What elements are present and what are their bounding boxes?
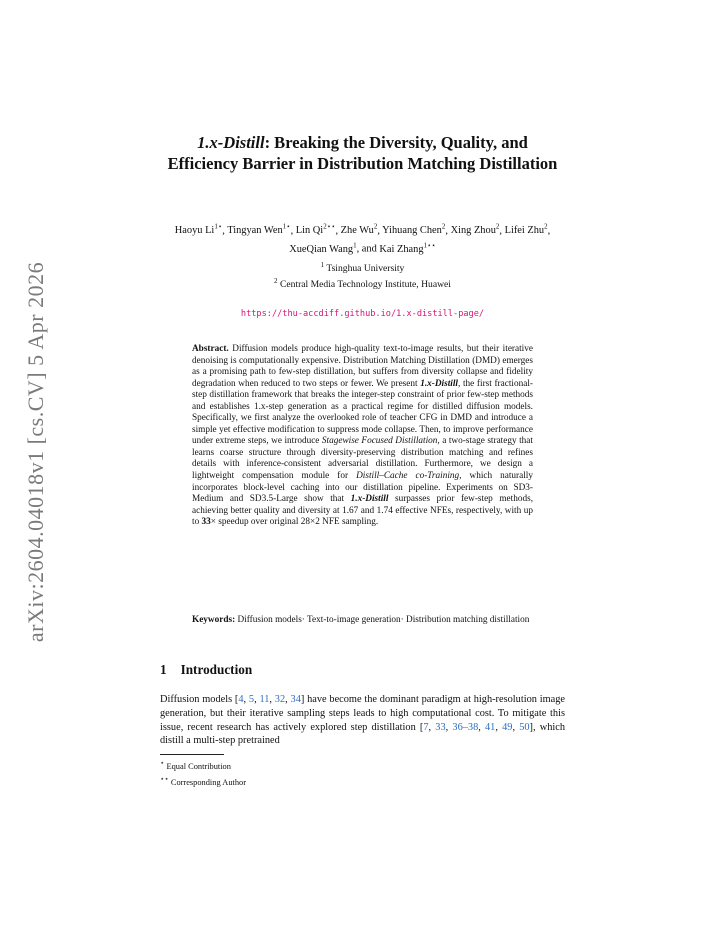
author-affiliation-mark: 2⋆⋆	[323, 223, 336, 231]
author-name: Yihuang Chen$^2$	[382, 223, 446, 237]
citation-link[interactable]: 5	[248, 694, 255, 705]
citation-link[interactable]: 49	[502, 721, 513, 733]
author-name: Xing Zhou$^2$	[450, 223, 500, 237]
citation-link[interactable]: 11	[259, 694, 270, 705]
method-name-inline: 1.x-Distill	[420, 378, 459, 389]
keywords-label: Keywords:	[192, 615, 236, 625]
affiliation-line	[160, 275, 565, 291]
author-affiliation-mark: 1⋆⋆	[423, 241, 436, 250]
method-name: 1.x-Distill	[197, 133, 265, 152]
abstract-text: , a two-stage strategy that learns coarse structure through diversity-preserving distribution matching and refines details with inference-consistent adversarial distillation. Furthermore, we design a lightweight compensation module for	[192, 436, 533, 482]
abstract-text: , the first fractional-step distillation framework that breaks the integer-step constraint of prior few-step methods and establishes 1.x-step generation as a practical regime for distilled diffusion models. Specifically, we first analyze the overlooked role of teacher CFG in DMD and introduce a simple yet effective modification to suppress mode collapse. Then, to improve performance under extreme steps, we introduce	[192, 378, 533, 447]
abstract-text: , which naturally incorporates block-level caching into our distillation pipeline. Experiments on SD3-Medium and SD3.5-Large show that	[192, 471, 534, 505]
keywords	[192, 615, 533, 627]
author-affiliation-mark: 1⋆	[214, 223, 223, 231]
citation-link[interactable]: 50	[519, 721, 530, 733]
footnote-rule	[160, 754, 224, 755]
citation-link[interactable]: 36–38	[452, 721, 479, 733]
author-affiliation-mark: 1	[353, 241, 357, 250]
abstract-text: Diffusion models produce high-quality text-to-image results, but their iterative denoising is computationally expensive. Distribution Matching Distillation (DMD) emerges as a promising path to few-step distillation, but suffers from diversity collapse and fidelity degradation when reduced to two steps or fewer. We present	[192, 344, 533, 389]
author-affiliation-mark: 2	[495, 223, 500, 231]
author-name: Tingyan Wen$^{1⋆}$	[227, 223, 291, 237]
intro-paragraph	[160, 693, 565, 748]
emphasis-distill-cache: Distill–Cache co-Training	[356, 471, 460, 482]
affiliation-name: Central Media Technology Institute, Huawei	[277, 279, 451, 291]
footnote-text: Corresponding Author	[168, 778, 246, 788]
abstract	[192, 344, 533, 529]
arxiv-identifier: arXiv:2604.04018v1 [cs.CV] 5 Apr 2026	[23, 261, 48, 643]
keywords-text: Diffusion models· Text-to-image generation· Distribution matching distillation	[235, 615, 530, 625]
author-name: Kai Zhang$^{1⋆⋆}$	[379, 241, 436, 255]
affiliation-line	[160, 259, 565, 275]
intro-text: Diffusion models [	[160, 694, 239, 705]
citation-link[interactable]: 33	[435, 721, 446, 733]
author-name: Lifei Zhu$^2$	[504, 223, 548, 237]
section-number: 1	[160, 662, 167, 677]
affiliation-mark: 2	[274, 277, 278, 286]
footnote	[160, 757, 246, 773]
author-name: Zhe Wu$^2$	[340, 223, 378, 237]
title-rest: : Breaking the Diversity, Quality, and Efficiency Barrier in Distribution Matching Distillation	[167, 133, 558, 173]
abstract-text: surpasses prior few-step methods, achieving better quality and diversity at 1.67 and 1.74 effective NFEs, respectively, with up to	[192, 494, 534, 528]
author-name: XueQian Wang$^1$	[289, 241, 357, 255]
emphasis-stagewise: Stagewise Focused Distillation	[321, 436, 438, 447]
affiliation-name: Tsinghua University	[324, 263, 405, 275]
footnote-mark: ⋆	[160, 759, 165, 767]
citation-group: 7, 33, 36–38, 41, 49, 50	[423, 721, 530, 733]
citation-link[interactable]: 41	[485, 721, 496, 733]
citation-link[interactable]: 34	[290, 694, 301, 705]
author-affiliation-mark: 2	[373, 223, 378, 231]
affiliations	[160, 259, 565, 291]
affiliation-mark: 1	[320, 261, 325, 269]
footnotes	[160, 757, 246, 790]
author-affiliation-mark: 2	[544, 223, 548, 231]
author-affiliation-mark: 2	[441, 223, 446, 231]
footnote	[160, 773, 246, 789]
author-affiliation-mark: 1⋆	[282, 223, 291, 231]
author-name: Lin $Qi^{2⋆⋆}$	[295, 223, 336, 237]
intro-text: ] have become the dominant paradigm at high-resolution image generation, but their iterative sampling steps leads to high computational cost. To mitigate this issue, recent research has actively explored step distillation [	[160, 694, 565, 733]
paper-title	[160, 132, 565, 174]
citation-group: 4, 5, 11, 32, 34	[238, 694, 301, 705]
footnote-text: Equal Contribution	[164, 761, 231, 771]
abstract-text: × speedup over original 28×2 NFE sampling.	[210, 517, 379, 528]
abstract-label: Abstract.	[192, 344, 229, 354]
author-list: Haoyu $Li^{1⋆}$, Tingyan Wen$^{1⋆}$, Lin $Qi^{2⋆⋆}$, Zhe Wu$^2$, Yihuang Chen$^2$, Xing Zhou$^2$, Lifei Zhu$^2$, XueQian Wang$^1$, and Kai Zhang$^{1⋆⋆}$	[174, 223, 551, 255]
footnote-mark: ⋆⋆	[160, 775, 169, 784]
section-heading	[160, 662, 252, 678]
citation-link[interactable]: 4	[238, 694, 244, 705]
citation-link[interactable]: 7	[423, 721, 429, 733]
project-url-link[interactable]: https://thu-accdiff.github.io/1.x-distill-page/	[240, 309, 485, 319]
speedup-value: 33	[201, 517, 211, 528]
author-name: Haoyu $Li^{1⋆}$	[174, 223, 223, 237]
section-title: Introduction	[180, 662, 253, 677]
method-name-inline: 1.x-Distill	[350, 494, 389, 505]
citation-link[interactable]: 32	[274, 694, 286, 705]
intro-text: ], which distill a multi-step pretrained	[160, 721, 566, 747]
